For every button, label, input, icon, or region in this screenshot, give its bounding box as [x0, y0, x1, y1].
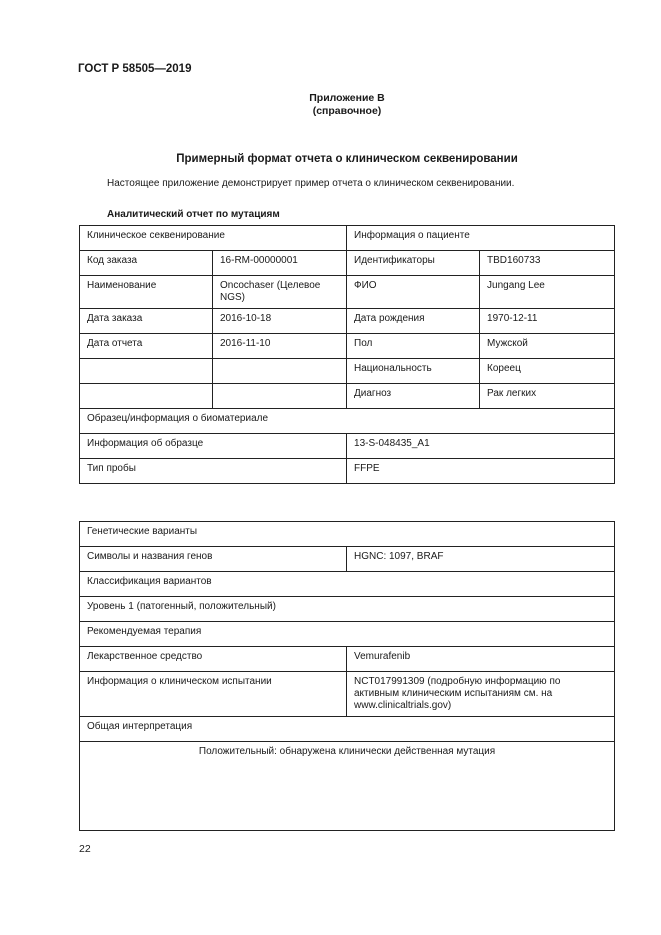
table-cell: Диагноз: [347, 384, 480, 409]
table-row: [80, 384, 615, 409]
interpretation-value: Положительный: обнаружена клинически действенная мутация: [80, 742, 615, 831]
table-cell: Дата отчета: [80, 334, 213, 359]
table-row: [80, 622, 615, 647]
table-cell: [213, 359, 347, 384]
gene-symbols-label: Символы и названия генов: [80, 547, 347, 572]
table-cell: 2016-11-10: [213, 334, 347, 359]
variant-classification-header: Классификация вариантов: [80, 572, 615, 597]
clinical-sequencing-header: Клиническое секвенирование: [80, 226, 347, 251]
table-row: [80, 409, 615, 434]
table-cell: Дата заказа: [80, 309, 213, 334]
page-title: Примерный формат отчета о клиническом секвенировании: [176, 153, 518, 165]
appendix-subtitle: (справочное): [312, 105, 382, 117]
table-row: [80, 647, 615, 672]
table-cell: TBD160733: [480, 251, 615, 276]
table-cell: Пол: [347, 334, 480, 359]
interpretation-header: Общая интерпретация: [80, 717, 615, 742]
recommended-therapy-header: Рекомендуемая терапия: [80, 622, 615, 647]
table-row: [80, 672, 615, 717]
sample-type-label: Тип пробы: [80, 459, 347, 484]
table-cell: ФИО: [347, 276, 480, 309]
table-cell: [213, 384, 347, 409]
document-code: ГОСТ Р 58505—2019: [78, 63, 192, 75]
drug-value: Vemurafenib: [347, 647, 615, 672]
table-row: [80, 522, 615, 547]
table-cell: Наименование: [80, 276, 213, 309]
genetic-variants-table: [79, 521, 615, 831]
appendix-heading: [0, 92, 661, 118]
table-row: [80, 434, 615, 459]
variant-level: Уровень 1 (патогенный, положительный): [80, 597, 615, 622]
page-number: 22: [79, 843, 91, 855]
drug-label: Лекарственное средство: [80, 647, 347, 672]
table-row: [80, 742, 615, 831]
appendix-title: Приложение В: [309, 92, 385, 104]
sample-info-value: 13-S-048435_A1: [347, 434, 615, 459]
table-row: [80, 334, 615, 359]
gene-symbols-value: HGNC: 1097, BRAF: [347, 547, 615, 572]
sample-info-header: Образец/информация о биоматериале: [80, 409, 615, 434]
table-cell: Рак легких: [480, 384, 615, 409]
table-row: [80, 226, 615, 251]
table-cell: Jungang Lee: [480, 276, 615, 309]
table-row: [80, 597, 615, 622]
table-row: [80, 547, 615, 572]
table-cell: Дата рождения: [347, 309, 480, 334]
table-row: [80, 276, 615, 309]
table-cell: Идентификаторы: [347, 251, 480, 276]
table-cell: [80, 384, 213, 409]
table-cell: Кореец: [480, 359, 615, 384]
table-cell: Мужской: [480, 334, 615, 359]
table-cell: Oncochaser (Целевое NGS): [213, 276, 347, 309]
table-cell: Код заказа: [80, 251, 213, 276]
intro-paragraph: Настоящее приложение демонстрирует пример отчета о клиническом секвенировании.: [107, 178, 515, 189]
table-row: [80, 459, 615, 484]
table-cell: 2016-10-18: [213, 309, 347, 334]
clinical-trial-value: NCT017991309 (подробную информацию по активным клиническим испытаниям см. на www.clinicaltrials.gov): [347, 672, 615, 717]
clinical-trial-label: Информация о клиническом испытании: [80, 672, 347, 717]
table-row: [80, 309, 615, 334]
table-row: [80, 359, 615, 384]
table-row: [80, 572, 615, 597]
genetic-variants-header: Генетические варианты: [80, 522, 615, 547]
table-cell: 1970-12-11: [480, 309, 615, 334]
table-row: [80, 251, 615, 276]
sample-type-value: FFPE: [347, 459, 615, 484]
patient-info-header: Информация о пациенте: [347, 226, 615, 251]
table-cell: [80, 359, 213, 384]
table-cell: Национальность: [347, 359, 480, 384]
section-title: Аналитический отчет по мутациям: [107, 209, 280, 220]
table-cell: 16-RM-00000001: [213, 251, 347, 276]
mutation-report-table: [79, 225, 615, 484]
sample-info-label: Информация об образце: [80, 434, 347, 459]
table-row: [80, 717, 615, 742]
